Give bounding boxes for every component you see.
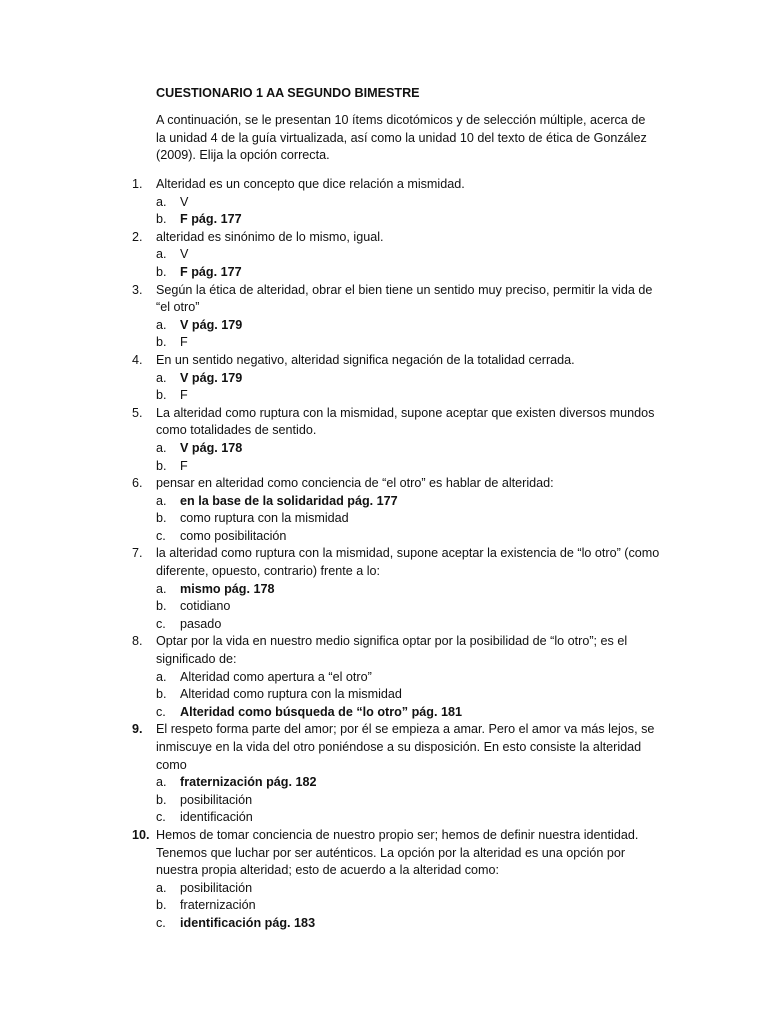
question-text: alteridad es sinónimo de lo mismo, igual. [156,229,384,244]
option-letter: c. [156,528,166,543]
question-text: Hemos de tomar conciencia de nuestro propio ser; hemos de definir nuestra identidad. Tenemos que luchar por ser auténticos. La opción por la alteridad es una opción por nuestra propia alteridad; esto de acuerdo a la alteridad como: [156,827,639,878]
option-letter: a. [156,775,167,790]
answer-option [156,194,662,212]
answer-option [156,211,662,229]
option-text: F [180,458,188,473]
question-text: La alteridad como ruptura con la mismidad, supone aceptar que existen diversos mundos como totalidades de sentido. [156,405,655,438]
question-item [132,176,662,229]
answer-option [156,686,662,704]
option-text: F [180,388,188,403]
option-letter: a. [156,880,167,895]
answer-option [156,915,662,933]
answer-option [156,880,662,898]
option-text: posibilitación [180,880,253,895]
option-letter: b. [156,388,167,403]
question-item [132,405,662,475]
option-text: fraternización [180,898,256,913]
option-letter: b. [156,511,167,526]
answer-option [156,897,662,915]
question-text: pensar en alteridad como conciencia de “el otro” es hablar de alteridad: [156,476,554,491]
answer-option [156,246,662,264]
answer-option [156,317,662,335]
option-text: posibilitación [180,792,253,807]
question-text: El respeto forma parte del amor; por él se empieza a amar. Pero el amor va más lejos, se inmiscuye en la vida del otro poniéndose a su disposición. En esto consiste la alteridad como [156,722,655,772]
question-item [132,282,662,352]
question-number: 2. [132,229,143,244]
option-letter: b. [156,212,167,227]
question-item [132,633,662,721]
answer-option [156,493,662,511]
option-text: V [180,247,189,262]
answer-option [156,792,662,810]
answer-option [156,387,662,405]
answer-option [156,528,662,546]
question-item [132,352,662,405]
option-letter: a. [156,581,167,596]
option-text: identificación pág. 183 [180,915,316,930]
option-letter: a. [156,370,167,385]
option-text: V [180,194,189,209]
option-letter: c. [156,915,166,930]
option-letter: c. [156,810,166,825]
option-letter: a. [156,440,167,455]
question-item [132,475,662,545]
option-text: como ruptura con la mismidad [180,511,349,526]
answer-option [156,669,662,687]
question-item [132,545,662,633]
option-letter: a. [156,669,167,684]
question-text: En un sentido negativo, alteridad significa negación de la totalidad cerrada. [156,352,575,367]
intro-paragraph: A continuación, se le presentan 10 ítems dicotómicos y de selección múltiple, acerca de la unidad 4 de la guía virtualizada, así como la unidad 10 del texto de ética de González (2009). Elija la opción correcta. [156,113,647,163]
answer-option [156,334,662,352]
question-number: 4. [132,352,143,367]
question-number: 3. [132,282,143,297]
option-text: V pág. 179 [180,370,243,385]
answer-option [156,440,662,458]
option-letter: b. [156,687,167,702]
option-text: fraternización pág. 182 [180,775,317,790]
question-number: 8. [132,634,143,649]
question-number: 5. [132,405,143,420]
question-item [132,721,662,827]
option-letter: a. [156,247,167,262]
question-number: 7. [132,546,143,561]
answer-option [156,774,662,792]
question-text: Según la ética de alteridad, obrar el bien tiene un sentido muy preciso, permitir la vida de “el otro” [156,282,653,315]
option-letter: c. [156,704,166,719]
option-letter: a. [156,317,167,332]
option-letter: b. [156,599,167,614]
option-letter: b. [156,458,167,473]
answer-option [156,370,662,388]
option-letter: b. [156,792,167,807]
option-text: V pág. 179 [180,317,243,332]
answer-option [156,264,662,282]
option-text: identificación [180,810,253,825]
question-item [132,827,662,933]
answer-option [156,510,662,528]
question-item [132,229,662,282]
option-text: F pág. 177 [180,212,242,227]
answer-option [156,598,662,616]
question-list [132,176,662,933]
option-letter: c. [156,616,166,631]
question-text: la alteridad como ruptura con la mismidad, supone aceptar la existencia de “lo otro” (como diferente, opuesto, contrario) frente a lo: [156,546,660,579]
option-text: cotidiano [180,599,231,614]
option-text: como posibilitación [180,528,287,543]
option-text: F [180,335,188,350]
option-text: Alteridad como ruptura con la mismidad [180,687,402,702]
question-number: 9. [132,722,143,737]
option-text: en la base de la solidaridad pág. 177 [180,493,398,508]
answer-option [156,809,662,827]
page-title: CUESTIONARIO 1 AA SEGUNDO BIMESTRE [156,86,420,100]
option-letter: b. [156,898,167,913]
question-number: 10. [132,827,150,842]
question-number: 6. [132,476,143,491]
option-text: F pág. 177 [180,264,242,279]
question-text: Optar por la vida en nuestro medio significa optar por la posibilidad de “lo otro”; es el significado de: [156,634,628,667]
option-text: Alteridad como apertura a “el otro” [180,669,372,684]
option-text: pasado [180,616,222,631]
option-text: V pág. 178 [180,440,243,455]
option-letter: a. [156,194,167,209]
option-letter: b. [156,264,167,279]
option-letter: b. [156,335,167,350]
answer-option [156,581,662,599]
option-text: Alteridad como búsqueda de “lo otro” pág. 181 [180,704,463,719]
answer-option [156,616,662,634]
option-letter: a. [156,493,167,508]
option-text: mismo pág. 178 [180,581,275,596]
question-number: 1. [132,177,143,191]
answer-option [156,458,662,476]
answer-option [156,704,662,722]
question-text: Alteridad es un concepto que dice relación a mismidad. [156,177,465,191]
